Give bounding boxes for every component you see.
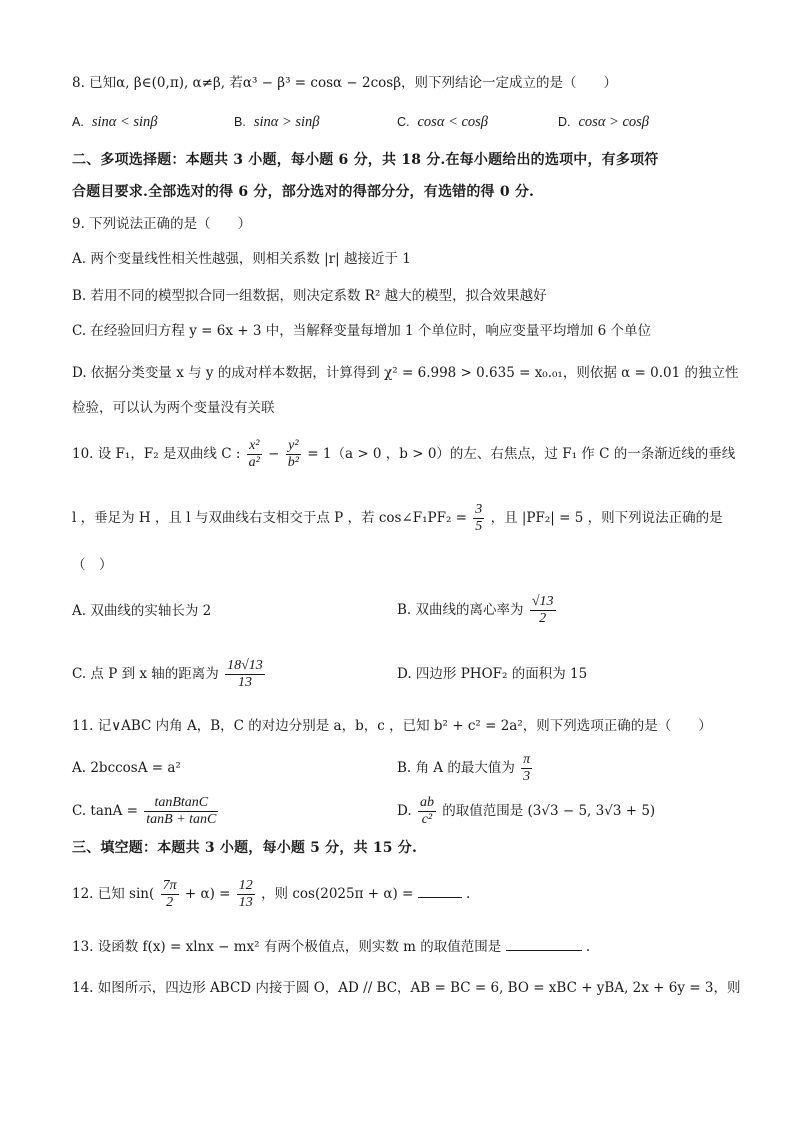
fraction bbox=[144, 795, 218, 828]
fraction-numerator: 7π bbox=[162, 878, 177, 893]
q9-option-c: C. 在经验回归方程 y = 6x + 3 中，当解释变量每增加 1 个单位时，响应变量平均增加 6 个单位 bbox=[72, 323, 652, 339]
section2-heading-line2: 合题目要求.全部选对的得 6 分，部分选对的得部分分，有选错的得 0 分. bbox=[72, 184, 535, 200]
option-text: B. 双曲线的离心率为 bbox=[397, 602, 524, 618]
q9-option-a: A. 两个变量线性相关性越强，则相关系数 |r| 越接近于 1 bbox=[72, 251, 411, 267]
q9-option-b: B. 若用不同的模型拟合同一组数据，则决定系数 R² 越大的模型，拟合效果越好 bbox=[72, 288, 547, 304]
q13-end: . bbox=[585, 939, 591, 955]
q10-stem-text: l ，垂足为 H ，且 l 与双曲线右支相交于点 P ，若 cos∠F₁PF₂ = bbox=[72, 510, 467, 526]
option-label: A. bbox=[72, 115, 84, 129]
option-label: B. bbox=[234, 115, 246, 129]
fraction bbox=[418, 795, 436, 828]
fraction bbox=[161, 878, 179, 911]
q12-end: . bbox=[465, 886, 471, 902]
fraction-denominator: c² bbox=[421, 812, 433, 827]
option-text: C. tanA = bbox=[72, 803, 138, 819]
q10-stem-text: 10. 设 F₁，F₂ 是双曲线 C : bbox=[72, 446, 241, 462]
fraction-numerator: √13 bbox=[531, 594, 554, 609]
fraction bbox=[286, 438, 301, 471]
q11-stem: 11. 记∨ABC 内角 A，B，C 的对边分别是 a，b，c ，已知 b² + c² = 2a²，则下列选项正确的是（ ） bbox=[72, 718, 712, 734]
option-text: D. bbox=[397, 803, 412, 819]
q8-option-b bbox=[234, 112, 320, 132]
fraction-numerator: 18√13 bbox=[227, 658, 263, 673]
option-text: cosα < cosβ bbox=[417, 114, 489, 130]
q10-stem-text: ，且 |PF₂| = 5 ，则下列说法正确的是 bbox=[490, 510, 723, 526]
option-text: cosα > cosβ bbox=[578, 114, 650, 130]
q10-stem-line1 bbox=[72, 436, 735, 472]
fraction bbox=[530, 594, 556, 627]
q10-option-b bbox=[397, 592, 558, 628]
q8-option-a bbox=[72, 112, 158, 132]
fraction-numerator: x² bbox=[247, 438, 262, 455]
q8-stem: 8. 已知α, β∈(0,π), α≠β, 若α³ − β³ = cosα − 2cosβ，则下列结论一定成立的是（ ） bbox=[72, 75, 618, 91]
fraction bbox=[521, 752, 532, 785]
q11-option-b bbox=[397, 750, 534, 786]
q12-stem bbox=[72, 874, 470, 914]
fraction bbox=[237, 878, 255, 911]
q10-stem-line3: （ ） bbox=[72, 557, 113, 573]
q8-option-c bbox=[397, 112, 488, 132]
q13-text: 13. 设函数 f(x) = xlnx − mx² 有两个极值点，则实数 m 的取值范围是 bbox=[72, 939, 502, 955]
q9-option-d-line1: D. 依据分类变量 x 与 y 的成对样本数据，计算得到 χ² = 6.998 > 0.635 = x₀.₀₁，则依据 α = 0.01 的独立性 bbox=[72, 365, 739, 381]
fraction-denominator: a² bbox=[248, 455, 260, 470]
fraction bbox=[473, 502, 484, 535]
answer-blank[interactable] bbox=[506, 936, 582, 951]
option-text: B. 角 A 的最大值为 bbox=[397, 760, 515, 776]
answer-blank[interactable] bbox=[418, 883, 462, 898]
option-text: C. 点 P 到 x 轴的距离为 bbox=[72, 666, 219, 682]
fraction-numerator: y² bbox=[286, 438, 301, 455]
fraction-denominator: 2 bbox=[166, 895, 174, 910]
fraction-denominator: 3 bbox=[523, 769, 531, 784]
option-text: 的取值范围是 (3√3 − 5, 3√3 + 5) bbox=[442, 803, 656, 819]
fraction-denominator: tanB + tanC bbox=[146, 812, 217, 827]
q12-text: ，则 cos(2025π + α) = bbox=[261, 886, 414, 902]
fraction bbox=[247, 438, 262, 471]
option-label: C. bbox=[397, 115, 410, 129]
option-text: sinα > sinβ bbox=[253, 114, 320, 130]
q10-stem-line2 bbox=[72, 500, 723, 536]
fraction-denominator: 13 bbox=[237, 675, 252, 690]
section3-heading: 三、填空题：本题共 3 小题，每小题 5 分，共 15 分. bbox=[72, 840, 418, 856]
fraction-numerator: ab bbox=[419, 795, 434, 810]
fraction-numerator: 12 bbox=[238, 878, 253, 893]
fraction-numerator: tanBtanC bbox=[144, 795, 218, 812]
fraction-denominator: 2 bbox=[539, 611, 547, 626]
q11-option-d bbox=[397, 793, 655, 829]
minus-sign: − bbox=[268, 446, 280, 462]
section2-heading-line1: 二、多项选择题：本题共 3 小题，每小题 6 分，共 18 分.在每小题给出的选项中，有多项符 bbox=[72, 152, 659, 168]
q12-text: + α) = bbox=[184, 886, 231, 902]
q11-option-c bbox=[72, 793, 220, 829]
option-label: D. bbox=[558, 115, 571, 129]
q13-stem bbox=[72, 936, 590, 957]
q11-option-a: A. 2bccosA = a² bbox=[72, 760, 181, 776]
q14-stem: 14. 如图所示，四边形 ABCD 内接于圆 O，AD // BC，AB = BC = 6, BO = xBC + yBA, 2x + 6y = 3，则 bbox=[72, 980, 741, 996]
fraction-numerator: 3 bbox=[475, 502, 483, 517]
q10-option-d: D. 四边形 PHOF₂ 的面积为 15 bbox=[397, 666, 588, 682]
q12-text: 12. 已知 sin( bbox=[72, 886, 155, 902]
q9-stem: 9. 下列说法正确的是（ ） bbox=[72, 216, 252, 232]
fraction-denominator: 13 bbox=[238, 895, 253, 910]
q10-stem-text: = 1（a > 0 ，b > 0）的左、右焦点，过 F₁ 作 C 的一条渐近线的垂线 bbox=[307, 446, 736, 462]
q8-option-d bbox=[558, 112, 649, 132]
q10-option-c bbox=[72, 656, 267, 692]
q9-option-d-line2: 检验，可以认为两个变量没有关联 bbox=[72, 400, 275, 416]
fraction-numerator: π bbox=[523, 752, 531, 767]
option-text: sinα < sinβ bbox=[91, 114, 158, 130]
q10-option-a: A. 双曲线的实轴长为 2 bbox=[72, 603, 212, 619]
fraction-denominator: b² bbox=[287, 455, 299, 470]
fraction-denominator: 5 bbox=[475, 519, 483, 534]
fraction bbox=[225, 658, 265, 691]
